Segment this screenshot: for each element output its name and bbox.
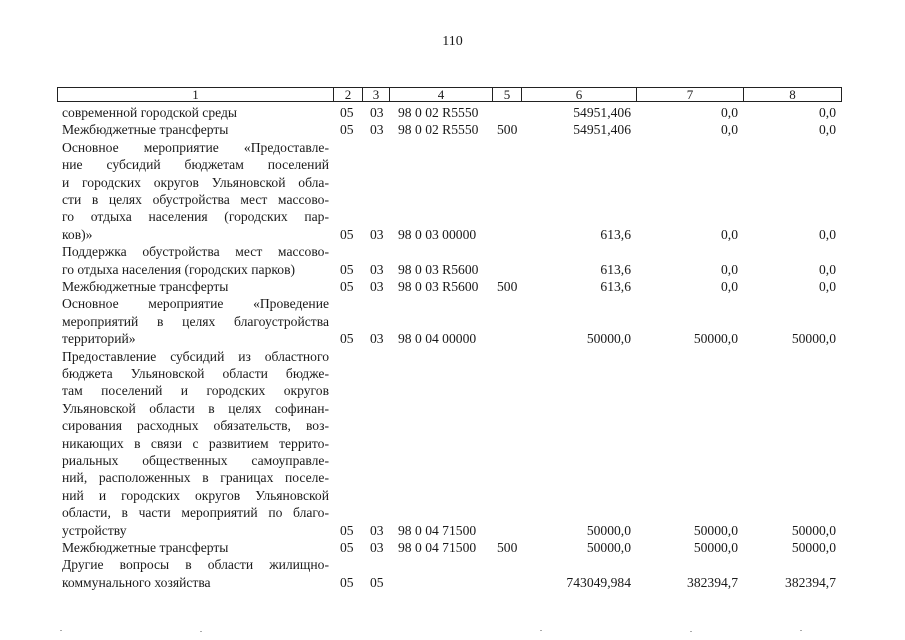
cell-c4: 98 0 03 R5600 <box>398 261 479 277</box>
row-label-line: го отдыха населения (городских пар- <box>62 209 329 225</box>
cell-c3: 03 <box>370 226 384 242</box>
row-label-line: го отдыха населения (городских парков) <box>62 261 296 277</box>
cell-c2: 05 <box>340 540 354 555</box>
cell-c8: 0,0 <box>819 261 836 277</box>
row-label-line: коммунального хозяйства <box>62 574 211 590</box>
cell-c5: 500 <box>497 279 518 294</box>
header-col-7: 7 <box>637 88 744 101</box>
cell-c6: 54951,406 <box>573 105 631 120</box>
cell-c6: 743049,984 <box>566 574 631 590</box>
row-label-line: сирования расходных обязательств, воз- <box>62 418 329 434</box>
cell-c3: 03 <box>370 522 384 538</box>
cell-c4: 98 0 03 00000 <box>398 226 477 242</box>
row-label-line: Основное мероприятие «Проведение <box>62 296 329 312</box>
cell-c7: 50000,0 <box>693 522 738 538</box>
cell-c4: 98 0 04 71500 <box>398 540 477 555</box>
cell-c4: 98 0 04 00000 <box>398 331 477 347</box>
cell-c6: 50000,0 <box>586 522 631 538</box>
row-label-line: Межбюджетные трансферты <box>62 540 229 555</box>
cell-c6: 613,6 <box>600 226 631 242</box>
cell-c7: 0,0 <box>721 226 738 242</box>
row-label-line: Ульяновской области в целях софинан- <box>62 400 329 416</box>
page-number: 110 <box>442 34 463 49</box>
table-header <box>57 87 842 102</box>
header-col-5: 5 <box>493 88 522 101</box>
header-col-8: 8 <box>789 87 796 102</box>
row-label-line: ний, расположенных в границах поселе- <box>62 470 329 486</box>
row-label-line: сти в целях обустройства мест массово- <box>62 192 329 207</box>
cell-c6: 50000,0 <box>586 540 631 555</box>
header-col-2: 2 <box>334 88 363 101</box>
row-label-line: Основное мероприятие «Предоставле- <box>62 139 329 155</box>
row-label-line: Межбюджетные трансферты <box>62 122 229 138</box>
cell-c7: 0,0 <box>721 261 738 277</box>
cell-c8: 0,0 <box>819 105 836 120</box>
row-label-line: мероприятий в целях благоустройства <box>62 313 329 329</box>
cell-c7: 382394,7 <box>687 574 738 590</box>
header-col-4: 4 <box>390 88 493 101</box>
cell-c7: 50000,0 <box>693 540 738 555</box>
header-col-1: 1 <box>58 88 334 101</box>
cell-c4: 98 0 04 71500 <box>398 522 477 538</box>
cell-c2: 05 <box>340 331 354 347</box>
cell-c5: 500 <box>497 540 518 555</box>
cell-c8: 0,0 <box>819 226 836 242</box>
cell-c3: 05 <box>370 574 384 590</box>
row-label-line: ние субсидий бюджетам поселений <box>62 157 329 173</box>
cell-c7: 0,0 <box>721 122 738 138</box>
cell-c8: 50000,0 <box>791 540 836 555</box>
row-label-line: бюджета Ульяновской области бюдже- <box>62 366 329 381</box>
cell-c5: 500 <box>497 122 518 138</box>
cell-c8: 382394,7 <box>785 574 836 590</box>
header-col-3: 3 <box>363 88 390 101</box>
row-label-line: устройству <box>62 522 127 538</box>
row-label-line: никающих в связи с развитием террито- <box>62 435 329 451</box>
row-label-line: современной городской среды <box>62 105 238 120</box>
cell-c2: 05 <box>340 105 354 120</box>
row-label-line: Предоставление субсидий из областного <box>62 348 329 364</box>
cell-c7: 50000,0 <box>693 331 738 347</box>
cell-c3: 03 <box>370 540 384 555</box>
cell-c2: 05 <box>340 574 354 590</box>
cell-c4: 98 0 02 R5550 <box>398 122 479 138</box>
cell-c6: 613,6 <box>600 261 631 277</box>
cell-c8: 0,0 <box>819 122 836 138</box>
cell-c8: 50000,0 <box>791 331 836 347</box>
row-label-line: ков)» <box>62 226 93 242</box>
row-label-line: области, в части мероприятий по благо- <box>62 505 329 521</box>
cell-c3: 03 <box>370 122 384 138</box>
cell-c2: 05 <box>340 122 354 138</box>
cell-c6: 613,6 <box>600 279 631 294</box>
cell-c4: 98 0 02 R5550 <box>398 105 479 120</box>
row-label-line: Поддержка обустройства мест массово- <box>62 244 329 260</box>
row-label-line: и городских округов Ульяновской обла- <box>62 174 329 190</box>
cell-c2: 05 <box>340 279 354 294</box>
row-label-line: Другие вопросы в области жилищно- <box>62 557 329 573</box>
row-label-line: Межбюджетные трансферты <box>62 279 229 294</box>
cell-c3: 03 <box>370 331 384 347</box>
row-label-line: риальных общественных самоуправле- <box>62 453 329 468</box>
cell-c7: 0,0 <box>721 105 738 120</box>
cell-c4: 98 0 03 R5600 <box>398 279 479 294</box>
row-label-line: территорий» <box>62 331 136 347</box>
header-col-6: 6 <box>522 88 637 101</box>
cell-c7: 0,0 <box>721 279 738 294</box>
cell-c6: 50000,0 <box>586 331 631 347</box>
row-label-line: ний и городских округов Ульяновской <box>62 487 329 503</box>
cell-c6: 54951,406 <box>573 122 631 138</box>
cell-c3: 03 <box>370 261 384 277</box>
cell-c3: 03 <box>370 105 384 120</box>
row-label-line: там поселений и городских округов <box>62 383 329 399</box>
cell-c8: 50000,0 <box>791 522 836 538</box>
cell-c8: 0,0 <box>819 279 836 294</box>
cell-c2: 05 <box>340 261 354 277</box>
cell-c2: 05 <box>340 226 354 242</box>
cell-c2: 05 <box>340 522 354 538</box>
cell-c3: 03 <box>370 279 384 294</box>
